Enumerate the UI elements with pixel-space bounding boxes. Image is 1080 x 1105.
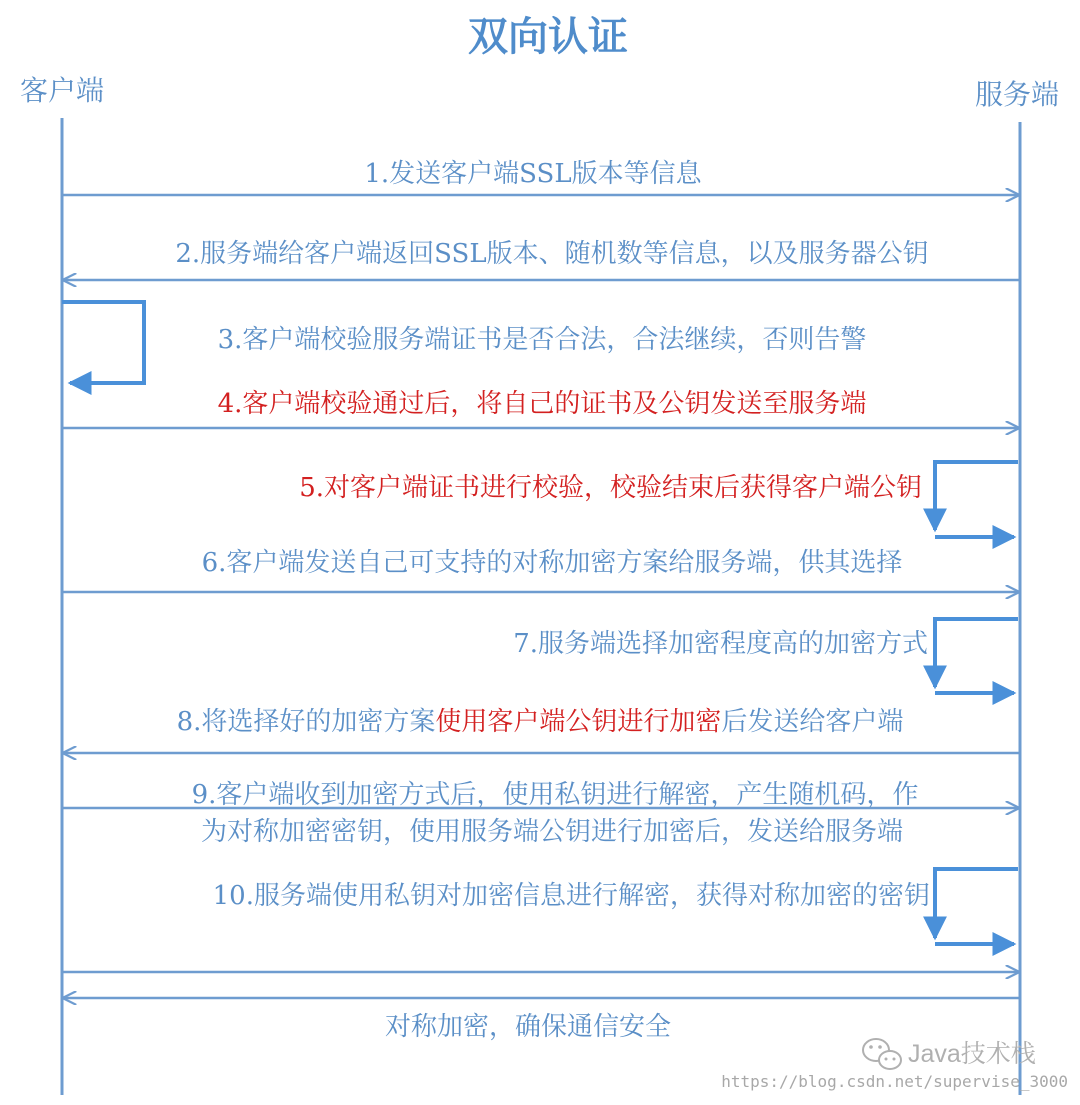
step-1-label: 1.发送客户端SSL版本等信息 — [364, 159, 702, 189]
step-8-part-1: 8.将选择好的加密方案 — [176, 707, 436, 737]
step-2-label: 2.服务端给客户端返回SSL版本、随机数等信息，以及服务器公钥 — [175, 239, 929, 269]
step-3-self-loop — [62, 302, 144, 383]
wechat-icon — [863, 1039, 901, 1069]
step-8-part-2-highlight: 使用客户端公钥进行加密 — [435, 707, 722, 737]
step-3-label: 3.客户端校验服务端证书是否合法，合法继续，否则告警 — [217, 325, 867, 355]
page-title: 双向认证 — [468, 13, 628, 60]
watermark-brand: Java技术栈 — [908, 1040, 1036, 1068]
step-4-label: 4.客户端校验通过后，将自己的证书及公钥发送至服务端 — [217, 389, 867, 419]
step-10-self-loop-down — [935, 869, 1018, 938]
step-7-self-loop-down — [935, 619, 1018, 687]
step-5-self-loop-down — [935, 462, 1018, 530]
step-8-part-3: 后发送给客户端 — [721, 707, 904, 737]
step-7-label: 7.服务端选择加密程度高的加密方式 — [513, 629, 928, 659]
client-actor-label: 客户端 — [19, 74, 105, 107]
watermark-url: https://blog.csdn.net/supervise_3000 — [721, 1072, 1068, 1091]
step-5-label: 5.对客户端证书进行校验，校验结束后获得客户端公钥 — [299, 473, 922, 503]
step-9-label-line-1: 9.客户端收到加密方式后，使用私钥进行解密，产生随机码，作 — [191, 780, 919, 810]
server-actor-label: 服务端 — [974, 78, 1060, 111]
step-6-label: 6.客户端发送自己可支持的对称加密方案给服务端，供其选择 — [201, 548, 903, 578]
step-10-label: 10.服务端使用私钥对加密信息进行解密，获得对称加密的密钥 — [212, 881, 930, 911]
step-9-label-line-2: 为对称加密密钥，使用服务端公钥进行加密后，发送给服务端 — [200, 817, 904, 847]
final-label: 对称加密，确保通信安全 — [384, 1012, 672, 1042]
step-8-label — [177, 707, 904, 737]
